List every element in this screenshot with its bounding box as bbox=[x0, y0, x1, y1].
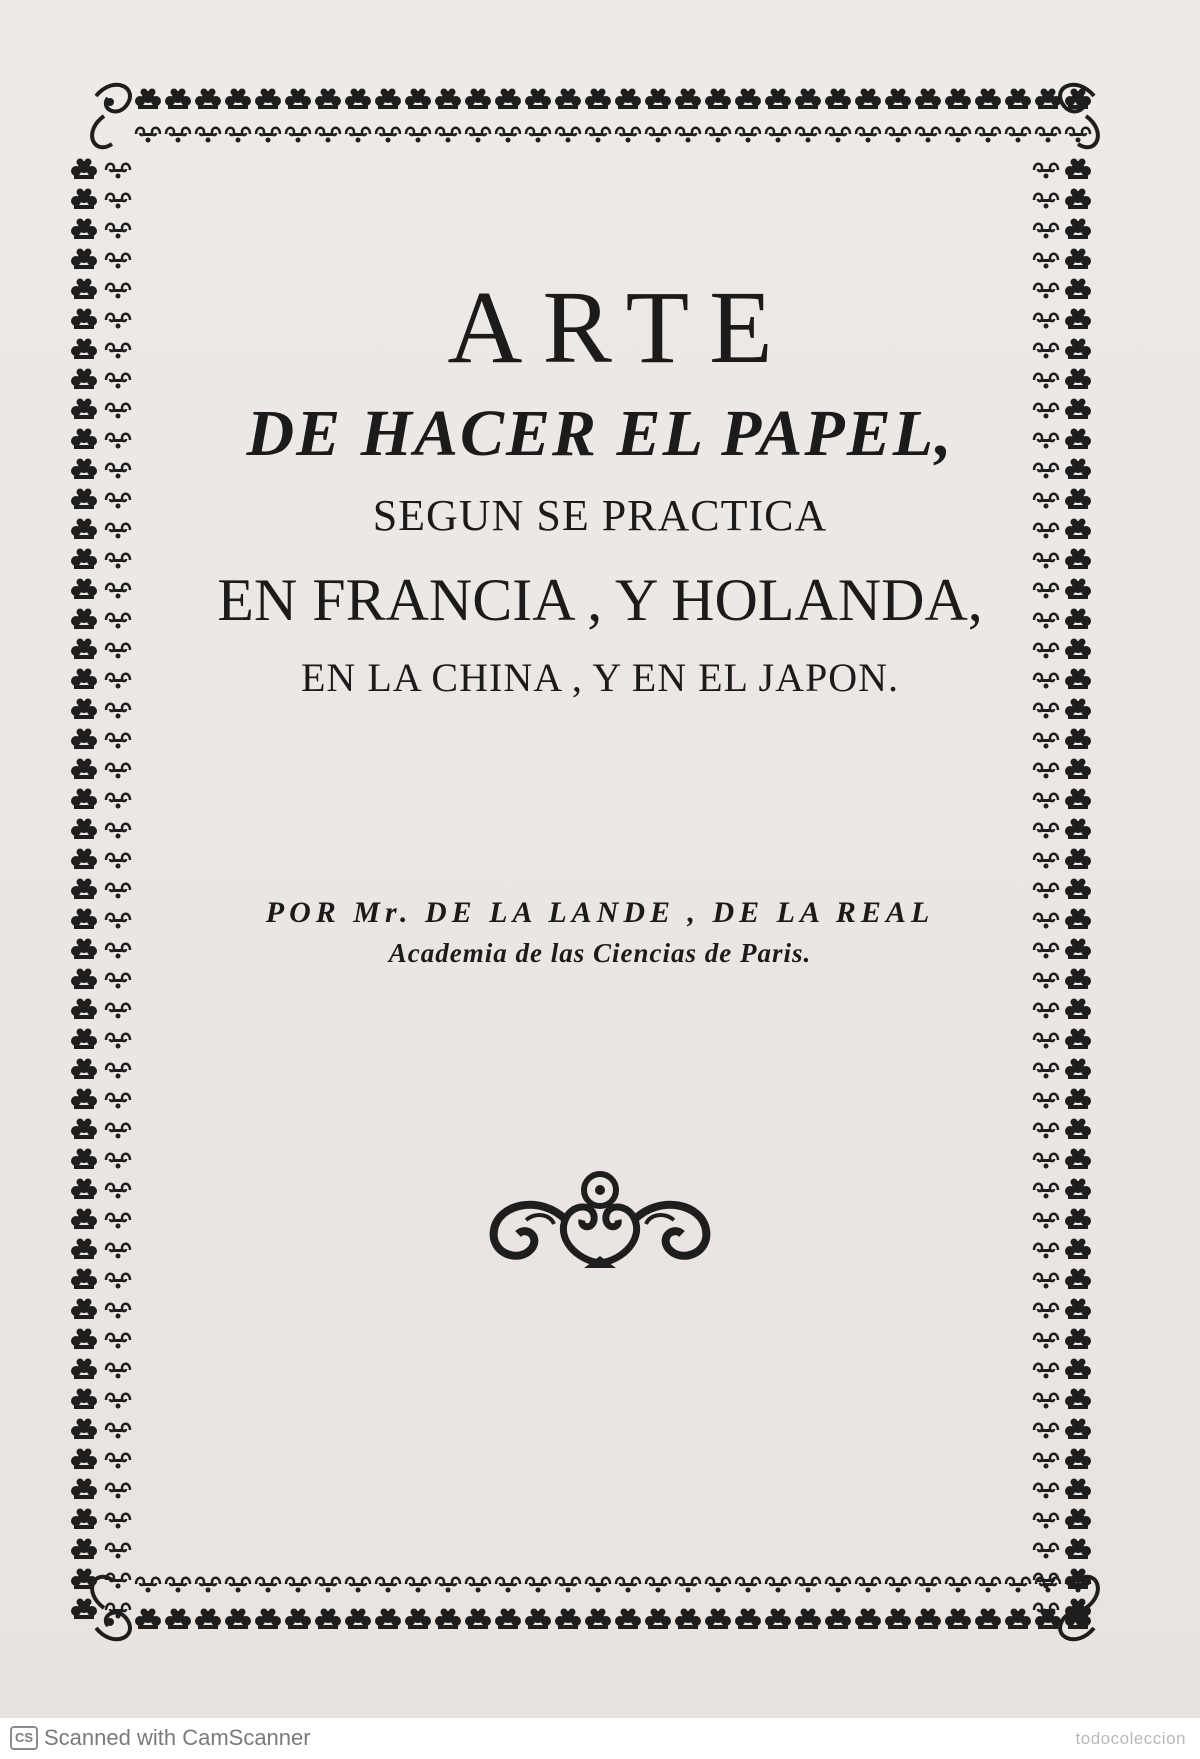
title-line-segun: SEGUN SE PRACTICA bbox=[372, 491, 828, 540]
title-line-francia: EN FRANCIA , Y HOLANDA, bbox=[217, 567, 983, 633]
scroll-fleuron-icon bbox=[480, 1168, 720, 1278]
author-line: POR Mr. DE LA LANDE , DE LA REAL bbox=[265, 896, 935, 929]
watermark: todocoleccion bbox=[1075, 1729, 1186, 1748]
title-line-china: EN LA CHINA , Y EN EL JAPON. bbox=[301, 655, 899, 700]
title-subtitle: DE HACER EL PAPEL, bbox=[246, 397, 954, 470]
camscanner-logo-icon: CS bbox=[10, 1726, 38, 1750]
academy-line: Academia de las Ciencias de Paris. bbox=[388, 938, 812, 968]
scanner-caption: Scanned with CamScanner bbox=[44, 1725, 311, 1750]
title-main: ARTE bbox=[447, 270, 793, 385]
